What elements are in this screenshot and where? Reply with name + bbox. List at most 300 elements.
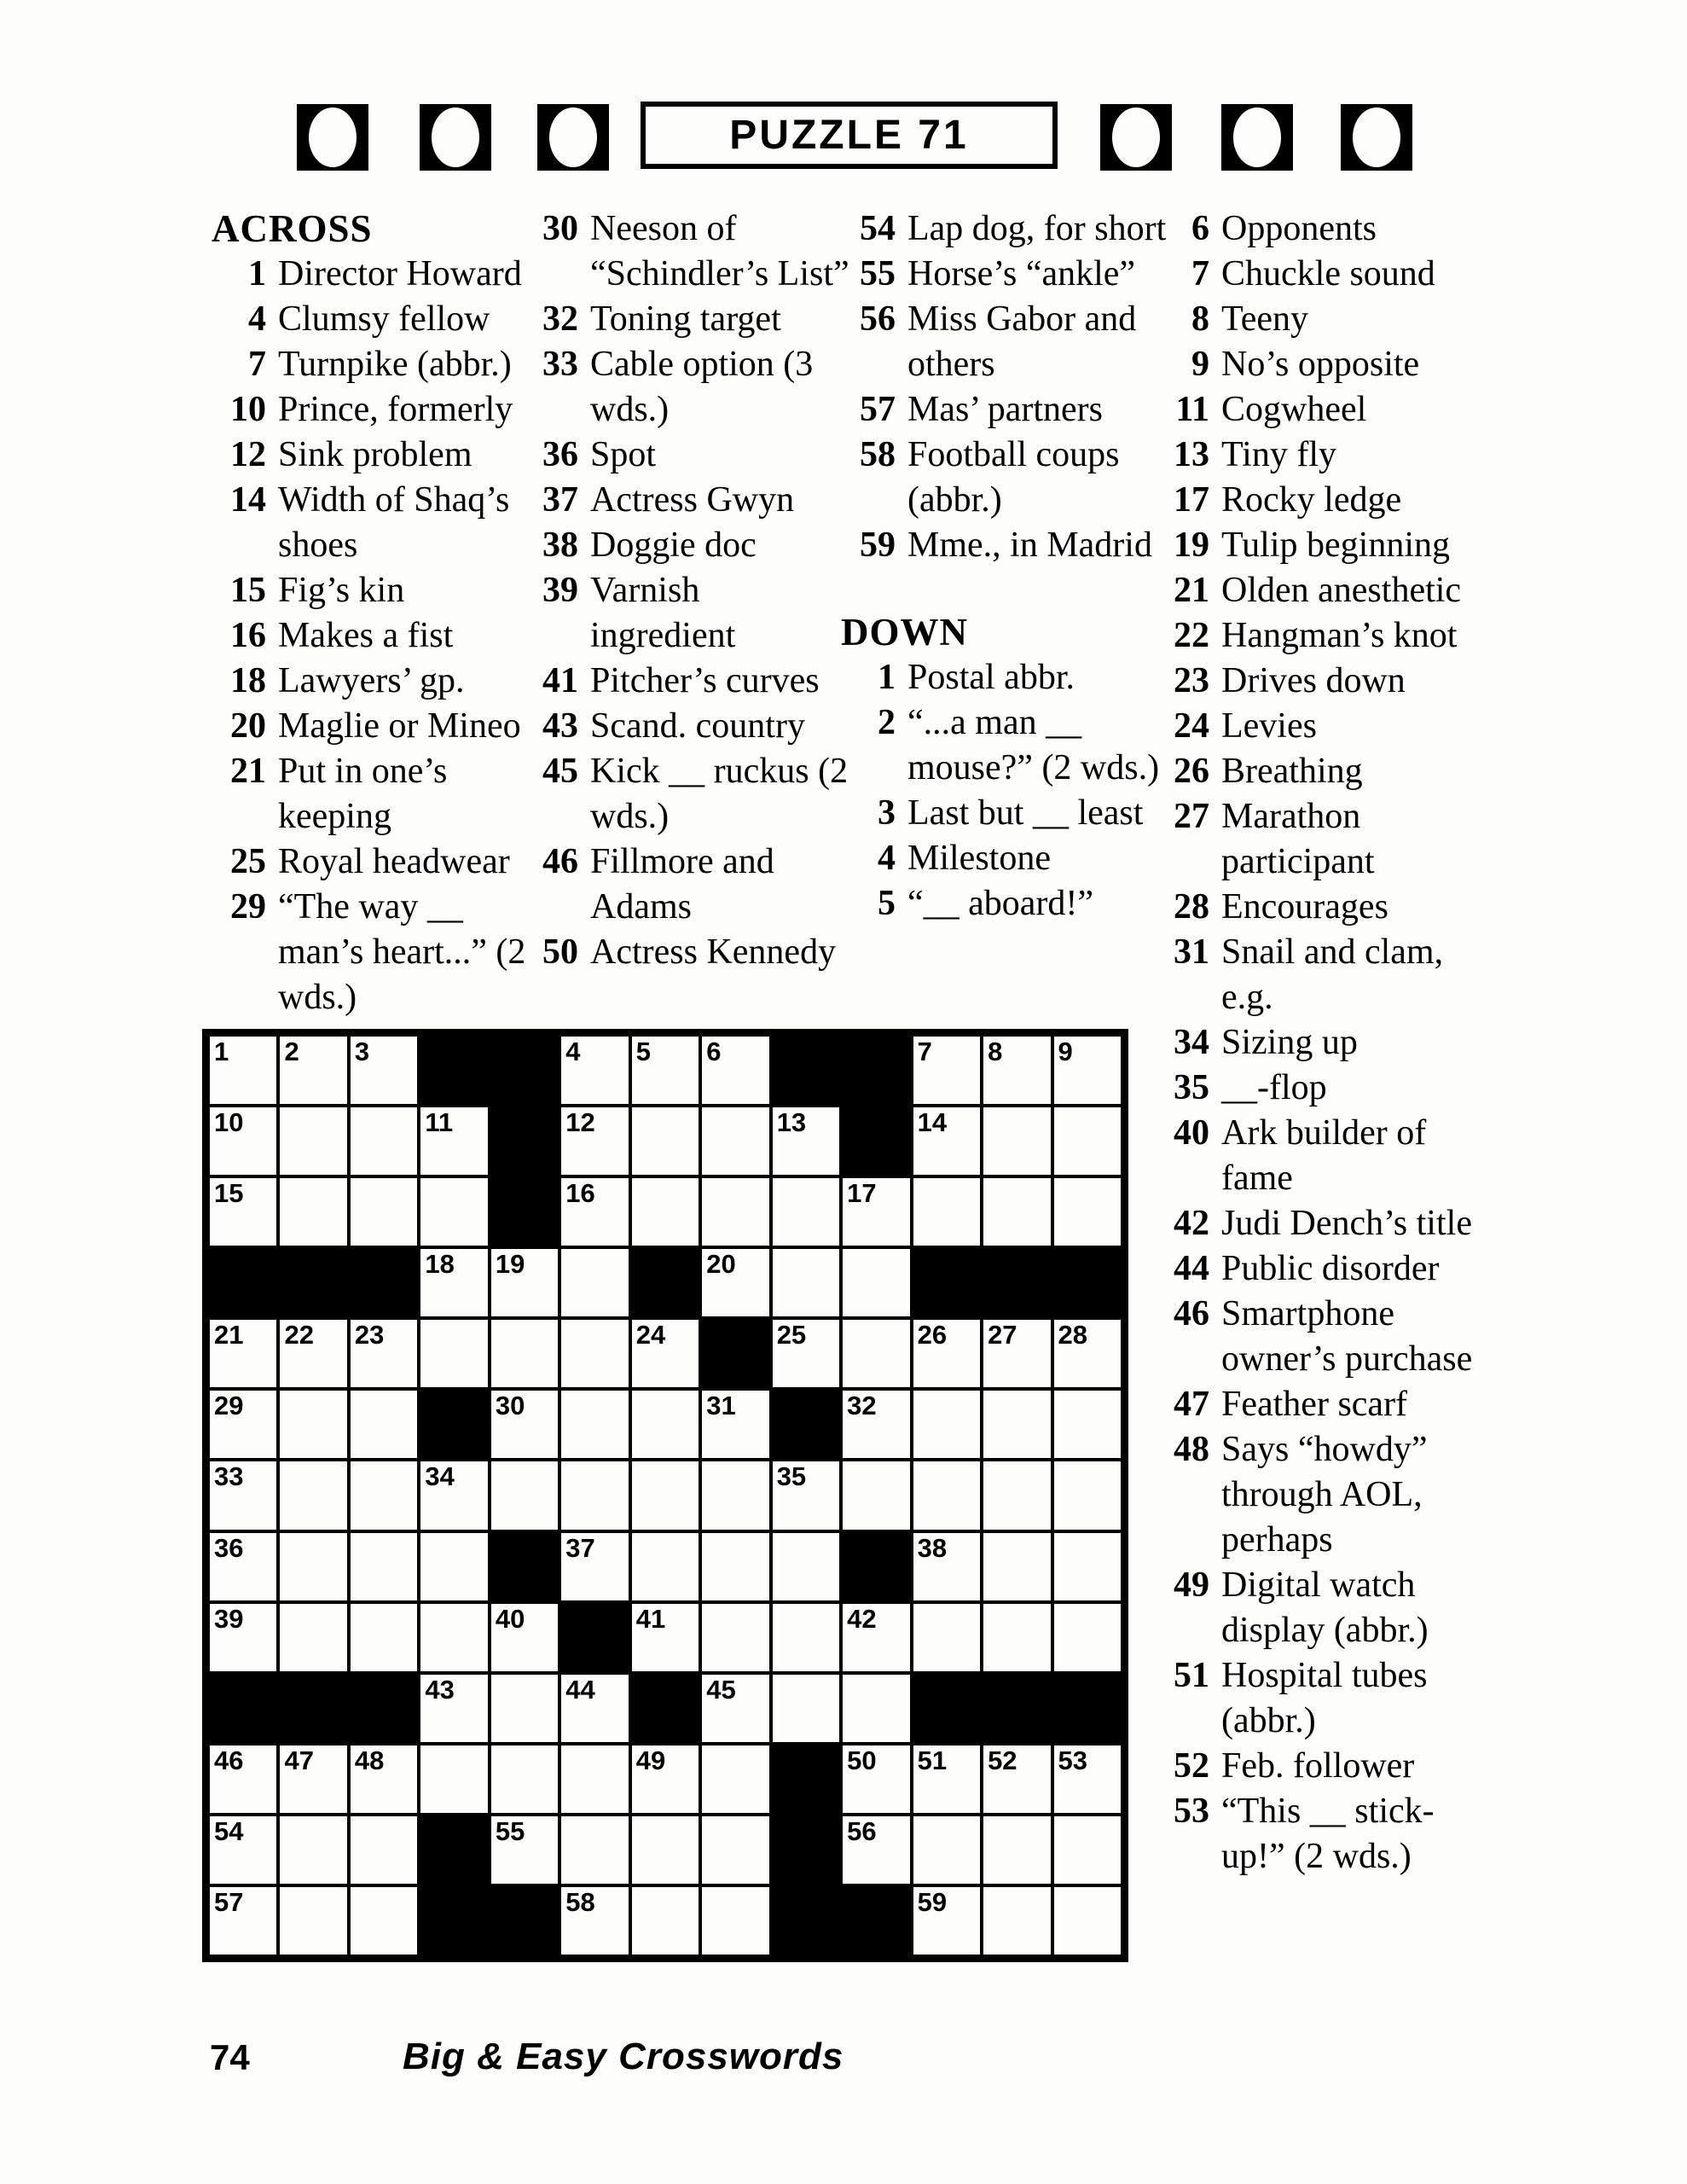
clue-column-4 bbox=[1155, 206, 1486, 1879]
clue-number: 52 bbox=[1174, 1746, 1209, 1786]
cell-number: 2 bbox=[284, 1037, 299, 1066]
clue-number: 10 bbox=[230, 390, 266, 429]
clue-number: 38 bbox=[542, 526, 578, 565]
clue-text: Cogwheel bbox=[1221, 390, 1367, 429]
clue-text: Makes a fist bbox=[278, 616, 454, 655]
clue-number: 27 bbox=[1174, 797, 1209, 836]
grid-cell bbox=[982, 1531, 1052, 1602]
across-clues-col3 bbox=[841, 206, 1180, 568]
clue-item bbox=[1155, 568, 1486, 613]
grid-cell bbox=[630, 1815, 700, 1885]
clue-text: Put in one’s keeping bbox=[278, 752, 448, 836]
grid-cell bbox=[630, 1318, 700, 1389]
clue-number: 21 bbox=[1174, 571, 1209, 610]
grid-cell-black bbox=[982, 1247, 1052, 1318]
clue-text: Teeny bbox=[1221, 299, 1309, 339]
clue-number: 51 bbox=[1174, 1656, 1209, 1695]
clue-text: Levies bbox=[1221, 706, 1317, 746]
grid-cell bbox=[841, 1815, 911, 1885]
clue-text: Smartphone owner’s purchase bbox=[1221, 1294, 1473, 1379]
clue-item bbox=[1155, 749, 1486, 794]
grid-cell bbox=[1052, 1176, 1122, 1247]
clue-item bbox=[1155, 523, 1486, 568]
grid-cell-black bbox=[771, 1744, 841, 1815]
grid-cell-black bbox=[278, 1673, 348, 1744]
cell-number: 45 bbox=[706, 1674, 736, 1705]
grid-cell bbox=[771, 1673, 841, 1744]
clue-number: 3 bbox=[878, 793, 896, 833]
clue-item bbox=[1155, 704, 1486, 749]
clue-item bbox=[1155, 613, 1486, 659]
grid-cell bbox=[912, 1885, 982, 1956]
clue-text: Doggie doc bbox=[590, 526, 757, 565]
grid-cell bbox=[490, 1247, 559, 1318]
clue-item bbox=[524, 568, 850, 659]
clue-number: 40 bbox=[1174, 1113, 1209, 1153]
clue-text: Drives down bbox=[1221, 661, 1406, 700]
grid-cell bbox=[349, 1318, 419, 1389]
grid-cell bbox=[1052, 1460, 1122, 1531]
cell-number: 52 bbox=[988, 1745, 1017, 1775]
grid-cell bbox=[841, 1744, 911, 1815]
clue-number: 6 bbox=[1191, 209, 1209, 248]
grid-cell-black bbox=[208, 1673, 278, 1744]
clue-item bbox=[1155, 206, 1486, 252]
grid-cell bbox=[208, 1602, 278, 1673]
clue-item bbox=[1155, 885, 1486, 930]
clue-number: 25 bbox=[230, 842, 266, 881]
cell-number: 27 bbox=[988, 1320, 1017, 1350]
grid-cell-black bbox=[700, 1318, 770, 1389]
grid-cell bbox=[700, 1531, 770, 1602]
grid-cell bbox=[982, 1602, 1052, 1673]
cell-number: 5 bbox=[635, 1037, 652, 1066]
grid-cell-black bbox=[841, 1885, 911, 1956]
grid-cell-black bbox=[349, 1247, 419, 1318]
grid-cell bbox=[630, 1744, 700, 1815]
cell-number: 46 bbox=[214, 1745, 244, 1775]
grid-cell bbox=[208, 1744, 278, 1815]
cell-number: 17 bbox=[847, 1178, 877, 1209]
cell-number: 9 bbox=[1058, 1037, 1073, 1066]
clue-item bbox=[841, 433, 1180, 523]
clue-text: Sink problem bbox=[278, 435, 472, 474]
grid-cell bbox=[630, 1885, 700, 1956]
clue-number: 26 bbox=[1174, 752, 1209, 791]
grid-cell bbox=[490, 1815, 559, 1885]
grid-cell bbox=[982, 1815, 1052, 1885]
grid-cell bbox=[559, 1460, 629, 1531]
down-clues-col3 bbox=[841, 655, 1180, 926]
grid-cell bbox=[841, 1318, 911, 1389]
clue-number: 48 bbox=[1174, 1430, 1209, 1469]
clue-text: Last but __ least bbox=[907, 793, 1144, 833]
clue-item bbox=[212, 433, 534, 478]
grid-cell bbox=[841, 1673, 911, 1744]
clue-item bbox=[1155, 794, 1486, 885]
grid-cell-black bbox=[771, 1815, 841, 1885]
grid-cell bbox=[982, 1318, 1052, 1389]
cell-number: 1 bbox=[214, 1037, 229, 1066]
grid-cell bbox=[771, 1247, 841, 1318]
clue-item bbox=[1155, 252, 1486, 297]
clue-item bbox=[524, 523, 850, 568]
cell-number: 32 bbox=[847, 1391, 877, 1421]
grid-cell bbox=[700, 1460, 770, 1531]
grid-cell bbox=[559, 1035, 629, 1106]
cell-number: 4 bbox=[565, 1037, 581, 1066]
cell-number: 57 bbox=[214, 1886, 244, 1917]
clue-item bbox=[1155, 1789, 1486, 1879]
clue-text: “__ aboard!” bbox=[907, 884, 1094, 923]
clue-item bbox=[841, 206, 1180, 252]
clue-number: 36 bbox=[542, 435, 578, 474]
grid-cell bbox=[700, 1389, 770, 1460]
clue-item bbox=[1155, 659, 1486, 704]
clue-text: Varnish ingredient bbox=[590, 571, 736, 655]
grid-cell bbox=[912, 1602, 982, 1673]
clue-text: Postal abbr. bbox=[907, 658, 1075, 697]
clue-text: Miss Gabor and others bbox=[907, 299, 1137, 384]
clue-number: 54 bbox=[860, 209, 896, 248]
grid-cell bbox=[349, 1460, 419, 1531]
clue-text: Cable option (3 wds.) bbox=[590, 345, 814, 429]
clue-text: Fillmore and Adams bbox=[590, 842, 774, 926]
grid-cell bbox=[419, 1176, 489, 1247]
cell-number: 12 bbox=[565, 1107, 595, 1138]
grid-cell-black bbox=[1052, 1247, 1122, 1318]
cell-number: 28 bbox=[1058, 1320, 1088, 1350]
grid-cell bbox=[349, 1602, 419, 1673]
clue-number: 2 bbox=[878, 703, 896, 742]
clue-text: Encourages bbox=[1221, 887, 1388, 926]
clue-number: 13 bbox=[1174, 435, 1209, 474]
grid-cell bbox=[982, 1744, 1052, 1815]
clue-text: Feather scarf bbox=[1221, 1385, 1408, 1424]
cell-number: 29 bbox=[214, 1391, 244, 1421]
clue-item bbox=[212, 478, 534, 568]
clue-number: 28 bbox=[1174, 887, 1209, 926]
across-clues-col1 bbox=[212, 252, 534, 1020]
clue-number: 42 bbox=[1174, 1204, 1209, 1243]
grid-cell-black bbox=[630, 1673, 700, 1744]
grid-cell bbox=[912, 1531, 982, 1602]
grid-cell bbox=[208, 1531, 278, 1602]
clue-text: Width of Shaq’s shoes bbox=[278, 480, 510, 565]
grid-cell bbox=[208, 1318, 278, 1389]
cell-number: 15 bbox=[214, 1178, 244, 1209]
grid-cell bbox=[1052, 1106, 1122, 1176]
clue-number: 9 bbox=[1191, 345, 1209, 384]
clue-text: No’s opposite bbox=[1221, 345, 1420, 384]
clue-number: 14 bbox=[230, 480, 266, 520]
grid-cell-black bbox=[490, 1035, 559, 1106]
grid-cell bbox=[278, 1602, 348, 1673]
grid-cell-black bbox=[419, 1035, 489, 1106]
clue-text: Marathon participant bbox=[1221, 797, 1375, 881]
clue-item bbox=[524, 930, 850, 975]
clue-item bbox=[1155, 387, 1486, 433]
clue-text: Football coups (abbr.) bbox=[907, 435, 1120, 520]
grid-cell bbox=[841, 1247, 911, 1318]
cell-number: 50 bbox=[847, 1745, 877, 1775]
grid-cell bbox=[700, 1035, 770, 1106]
grid-cell-black bbox=[771, 1885, 841, 1956]
cell-number: 39 bbox=[214, 1603, 244, 1634]
clue-number: 17 bbox=[1174, 480, 1209, 520]
clue-text: Turnpike (abbr.) bbox=[278, 345, 512, 384]
grid-cell bbox=[700, 1815, 770, 1885]
clue-item bbox=[524, 342, 850, 433]
grid-cell bbox=[278, 1035, 348, 1106]
grid-cell bbox=[630, 1176, 700, 1247]
grid-cell bbox=[1052, 1389, 1122, 1460]
grid-cell bbox=[559, 1673, 629, 1744]
clue-text: Judi Dench’s title bbox=[1221, 1204, 1472, 1243]
clue-text: Milestone bbox=[907, 839, 1051, 878]
ornament-oval-icon bbox=[297, 104, 368, 171]
grid-cell bbox=[419, 1744, 489, 1815]
clue-number: 20 bbox=[230, 706, 266, 746]
cell-number: 54 bbox=[214, 1815, 244, 1846]
clue-text: Olden anesthetic bbox=[1221, 571, 1462, 610]
grid-cell-black bbox=[841, 1531, 911, 1602]
clue-item bbox=[524, 297, 850, 342]
cell-number: 3 bbox=[354, 1037, 370, 1066]
clue-number: 7 bbox=[1191, 254, 1209, 293]
clue-item bbox=[1155, 1563, 1486, 1653]
clue-text: Mme., in Madrid bbox=[907, 526, 1152, 565]
clue-number: 46 bbox=[1174, 1294, 1209, 1333]
clue-number: 16 bbox=[230, 616, 266, 655]
clue-item bbox=[1155, 1292, 1486, 1382]
grid-cell bbox=[559, 1176, 629, 1247]
grid-cell-black bbox=[912, 1247, 982, 1318]
clue-item bbox=[841, 387, 1180, 433]
grid-cell bbox=[278, 1389, 348, 1460]
clue-number: 58 bbox=[860, 435, 896, 474]
cell-number: 33 bbox=[214, 1461, 244, 1492]
clue-number: 46 bbox=[542, 842, 578, 881]
grid-cell bbox=[349, 1106, 419, 1176]
clue-text: Actress Kennedy bbox=[590, 932, 837, 972]
grid-cell bbox=[630, 1460, 700, 1531]
grid-cell bbox=[349, 1035, 419, 1106]
grid-cell bbox=[349, 1744, 419, 1815]
book-title: Big & Easy Crosswords bbox=[403, 2036, 844, 2077]
clue-item bbox=[212, 387, 534, 433]
clue-text: Says “howdy” through AOL, perhaps bbox=[1221, 1430, 1428, 1560]
clue-text: Sizing up bbox=[1221, 1023, 1358, 1062]
clue-text: Ark builder of fame bbox=[1221, 1113, 1427, 1198]
clue-number: 56 bbox=[860, 299, 896, 339]
cell-number: 16 bbox=[565, 1178, 595, 1209]
grid-cell-black bbox=[490, 1106, 559, 1176]
clue-text: Tulip beginning bbox=[1221, 526, 1450, 565]
grid-cell bbox=[982, 1106, 1052, 1176]
clue-item bbox=[841, 791, 1180, 836]
clue-item bbox=[1155, 342, 1486, 387]
clue-number: 43 bbox=[542, 706, 578, 746]
grid-cell bbox=[208, 1815, 278, 1885]
cell-number: 55 bbox=[495, 1815, 525, 1846]
grid-cell bbox=[912, 1318, 982, 1389]
clue-text: Director Howard bbox=[278, 254, 522, 293]
clue-number: 24 bbox=[1174, 706, 1209, 746]
clue-item bbox=[1155, 297, 1486, 342]
clue-item bbox=[524, 478, 850, 523]
clue-text: Spot bbox=[590, 435, 657, 474]
grid-cell bbox=[630, 1389, 700, 1460]
clue-item bbox=[524, 659, 850, 704]
clue-item bbox=[1155, 1020, 1486, 1066]
grid-cell-black bbox=[490, 1531, 559, 1602]
clue-text: Clumsy fellow bbox=[278, 299, 490, 339]
clue-number: 33 bbox=[542, 345, 578, 384]
grid-cell bbox=[278, 1106, 348, 1176]
clue-item bbox=[524, 206, 850, 297]
grid-cell-black bbox=[982, 1673, 1052, 1744]
clue-number: 45 bbox=[542, 752, 578, 791]
clue-item bbox=[841, 836, 1180, 881]
clue-text: “The way __ man’s heart...” (2 wds.) bbox=[278, 887, 526, 1017]
page-number: 74 bbox=[210, 2037, 250, 2077]
clue-text: Maglie or Mineo bbox=[278, 706, 521, 746]
clue-number: 37 bbox=[542, 480, 578, 520]
grid-cell-black bbox=[1052, 1673, 1122, 1744]
cell-number: 35 bbox=[776, 1461, 807, 1492]
cell-number: 21 bbox=[214, 1320, 244, 1350]
grid-cell bbox=[630, 1531, 700, 1602]
cell-number: 53 bbox=[1058, 1745, 1088, 1775]
grid-cell bbox=[912, 1815, 982, 1885]
clue-item bbox=[524, 433, 850, 478]
grid-cell bbox=[700, 1885, 770, 1956]
grid-cell bbox=[278, 1815, 348, 1885]
cell-number: 19 bbox=[495, 1249, 525, 1280]
grid-cell bbox=[630, 1106, 700, 1176]
clue-item bbox=[1155, 1427, 1486, 1563]
grid-cell-black bbox=[419, 1389, 489, 1460]
clue-item bbox=[841, 881, 1180, 926]
grid-cell bbox=[490, 1673, 559, 1744]
clue-item bbox=[1155, 433, 1486, 478]
grid-cell bbox=[419, 1460, 489, 1531]
grid-cell bbox=[1052, 1885, 1122, 1956]
clue-text: __-flop bbox=[1221, 1068, 1327, 1107]
cell-number: 36 bbox=[214, 1532, 244, 1563]
clue-item bbox=[1155, 478, 1486, 523]
clue-text: Royal headwear bbox=[278, 842, 510, 881]
grid-cell bbox=[278, 1885, 348, 1956]
puzzle-title-box bbox=[641, 102, 1058, 169]
clue-text: “This __ stick-up!” (2 wds.) bbox=[1221, 1792, 1435, 1876]
grid-cell bbox=[1052, 1602, 1122, 1673]
grid-cell bbox=[771, 1106, 841, 1176]
cell-number: 13 bbox=[776, 1107, 807, 1138]
grid-cell bbox=[1052, 1815, 1122, 1885]
grid-cell bbox=[912, 1389, 982, 1460]
grid-cell bbox=[771, 1531, 841, 1602]
clue-item bbox=[1155, 1246, 1486, 1292]
clue-number: 55 bbox=[860, 254, 896, 293]
cell-number: 18 bbox=[425, 1249, 455, 1280]
cell-number: 42 bbox=[847, 1603, 877, 1634]
cell-number: 20 bbox=[706, 1249, 736, 1280]
clue-text: Kick __ ruckus (2 wds.) bbox=[590, 752, 849, 836]
clue-text: Toning target bbox=[590, 299, 781, 339]
grid-cell bbox=[982, 1176, 1052, 1247]
clue-number: 39 bbox=[542, 571, 578, 610]
clue-number: 53 bbox=[1174, 1792, 1209, 1831]
clue-number: 5 bbox=[878, 884, 896, 923]
grid-cell bbox=[700, 1176, 770, 1247]
grid-cell bbox=[419, 1106, 489, 1176]
grid-cell bbox=[278, 1318, 348, 1389]
clue-item bbox=[1155, 1653, 1486, 1744]
clue-column-2 bbox=[524, 206, 850, 975]
clue-item bbox=[212, 568, 534, 613]
grid-cell bbox=[559, 1247, 629, 1318]
clue-number: 22 bbox=[1174, 616, 1209, 655]
cell-number: 40 bbox=[495, 1603, 525, 1634]
grid-cell bbox=[771, 1176, 841, 1247]
grid-cell bbox=[771, 1602, 841, 1673]
clue-text: Horse’s “ankle” bbox=[907, 254, 1136, 293]
grid-cell-black bbox=[771, 1389, 841, 1460]
clue-text: Neeson of “Schindler’s List” bbox=[590, 209, 849, 293]
clue-number: 11 bbox=[1175, 390, 1209, 429]
cell-number: 37 bbox=[565, 1532, 595, 1563]
clue-number: 23 bbox=[1174, 661, 1209, 700]
grid-cell bbox=[700, 1744, 770, 1815]
clue-number: 7 bbox=[248, 345, 266, 384]
grid-cell bbox=[419, 1247, 489, 1318]
clue-text: Hangman’s knot bbox=[1221, 616, 1458, 655]
clue-item bbox=[841, 523, 1180, 568]
clue-text: Mas’ partners bbox=[907, 390, 1103, 429]
cell-number: 26 bbox=[917, 1320, 948, 1350]
grid-cell-black bbox=[490, 1885, 559, 1956]
clue-item bbox=[524, 839, 850, 930]
grid-cell bbox=[982, 1389, 1052, 1460]
cell-number: 24 bbox=[635, 1320, 666, 1350]
grid-cell bbox=[841, 1389, 911, 1460]
cell-number: 41 bbox=[635, 1603, 666, 1634]
grid-cell-black bbox=[912, 1673, 982, 1744]
puzzle-title: PUZZLE 71 bbox=[729, 113, 969, 158]
clue-text: Rocky ledge bbox=[1221, 480, 1402, 520]
grid-cell-black bbox=[419, 1815, 489, 1885]
clue-item bbox=[841, 297, 1180, 387]
cell-number: 48 bbox=[354, 1745, 385, 1775]
clue-item bbox=[1155, 1382, 1486, 1427]
grid-cell bbox=[912, 1744, 982, 1815]
clue-number: 8 bbox=[1191, 299, 1209, 339]
clue-text: Public disorder bbox=[1221, 1249, 1440, 1288]
clue-text: Pitcher’s curves bbox=[590, 661, 820, 700]
clue-number: 15 bbox=[230, 571, 266, 610]
grid-cell bbox=[1052, 1035, 1122, 1106]
clue-text: Opponents bbox=[1221, 209, 1377, 248]
clue-text: Actress Gwyn bbox=[590, 480, 795, 520]
cell-number: 7 bbox=[917, 1037, 932, 1066]
ornament-oval-icon bbox=[1341, 104, 1412, 171]
grid-cell bbox=[419, 1673, 489, 1744]
grid-cell bbox=[349, 1389, 419, 1460]
clue-number: 34 bbox=[1174, 1023, 1209, 1062]
grid-cell bbox=[700, 1602, 770, 1673]
